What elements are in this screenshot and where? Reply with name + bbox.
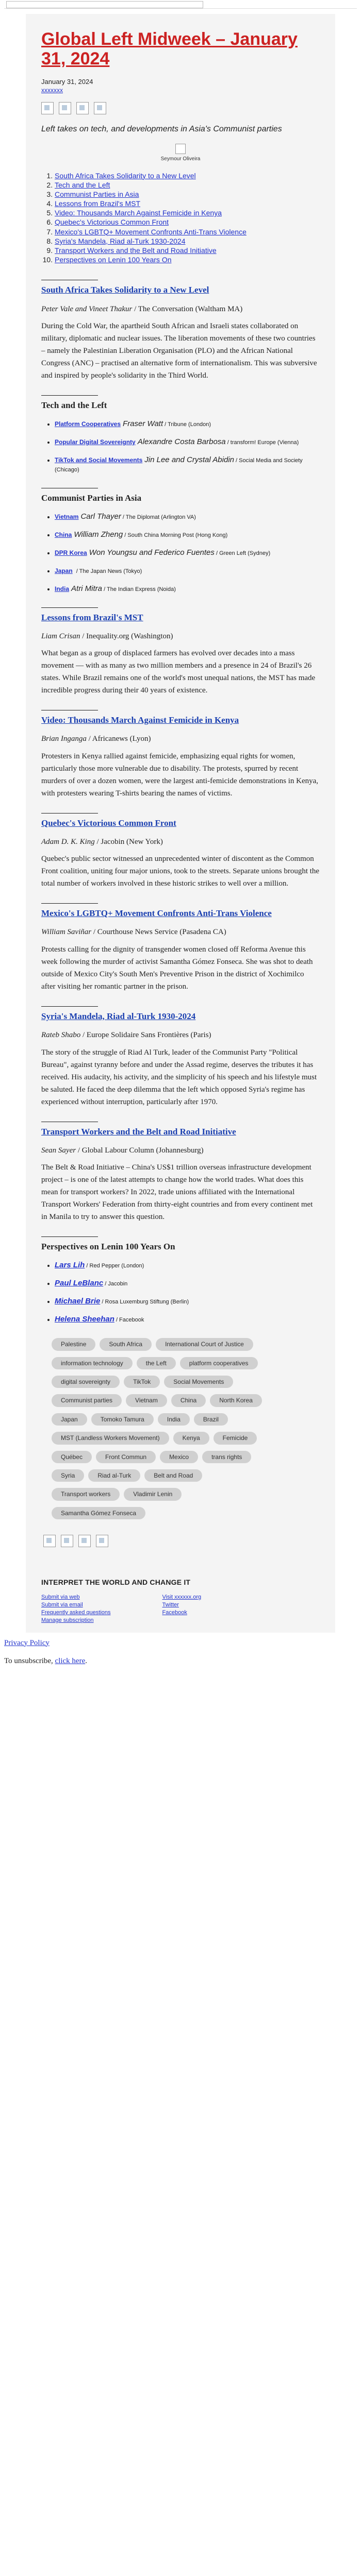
- article-body: During the Cold War, the apartheid South African and Israeli states collaborated on military, diplomatic and nuclear issues. The liberation movements of these two countries – namely the Palestinian Liberation Organisation (PLO) and the African National Congress (ANC) – practised an alternative form of internationalism. This was subversive and inspired by people's solidarity in the Third World.: [41, 322, 317, 380]
- item-author: William Zheng: [74, 530, 123, 539]
- item-link[interactable]: Lars Lih: [55, 1261, 85, 1270]
- table-of-contents: [55, 171, 320, 265]
- list-item: [55, 454, 320, 474]
- tag-pill[interactable]: Japan: [52, 1413, 87, 1426]
- list-item: [55, 1314, 320, 1325]
- item-link[interactable]: Platform Cooperatives: [55, 420, 121, 428]
- article-authors: Brian Inganga: [41, 735, 87, 743]
- list-item: [55, 565, 320, 576]
- tag-pill[interactable]: Transport workers: [52, 1488, 120, 1500]
- list-item: [55, 583, 320, 594]
- item-link[interactable]: China: [55, 531, 72, 538]
- tag-pill[interactable]: Mexico: [160, 1451, 198, 1463]
- newsletter-title[interactable]: Global Left Midweek – January 31, 2024: [41, 29, 298, 69]
- item-source: / Red Pepper (London): [85, 1263, 144, 1269]
- article-byline: [41, 733, 320, 745]
- footer-right-links: [162, 1594, 202, 1624]
- item-source: / The Indian Express (Noida): [102, 586, 176, 592]
- tag-pill[interactable]: Palestine: [52, 1338, 95, 1350]
- footer-link[interactable]: Visit xxxxxx.org: [162, 1594, 202, 1601]
- privacy-policy-link[interactable]: Privacy Policy: [4, 1638, 50, 1647]
- item-source: / Facebook: [114, 1317, 144, 1324]
- section-divider: [41, 1236, 98, 1237]
- link-share-icon[interactable]: [94, 102, 106, 114]
- tag-pill[interactable]: Tomoko Tamura: [91, 1413, 154, 1426]
- toc-item: [55, 199, 320, 208]
- tag-pill[interactable]: China: [171, 1394, 206, 1406]
- item-link[interactable]: Popular Digital Sovereignty: [55, 438, 136, 446]
- toc-item: [55, 208, 320, 217]
- newsletter-container: [26, 14, 335, 1571]
- toc-link[interactable]: Syria's Mandela, Riad al-Turk 1930-2024: [55, 236, 186, 245]
- footer-heading: INTERPRET THE WORLD AND CHANGE IT: [41, 1578, 191, 1587]
- author-avatar: [175, 144, 186, 154]
- footer-left-links: [41, 1594, 111, 1624]
- tag-pill[interactable]: TikTok: [124, 1376, 160, 1388]
- unsubscribe-link[interactable]: click here: [55, 1656, 86, 1665]
- tag-pill[interactable]: Front Commun: [96, 1451, 156, 1463]
- article-body: Quebec's public sector witnessed an unprecedented winter of discontent as the Common Front coalition, uniting four major unions, took to the streets. Separate unions brought the total number of workers involved in these historic strikes to well over a million.: [41, 855, 320, 888]
- tag-pill[interactable]: Femicide: [214, 1432, 257, 1444]
- bottom-links: [4, 1639, 357, 1666]
- toc-item: [55, 246, 320, 255]
- item-link[interactable]: Michael Brie: [55, 1297, 101, 1306]
- article-byline: [41, 631, 320, 642]
- article-byline: [41, 926, 320, 938]
- toc-item: [55, 171, 320, 180]
- item-source: / Tribune (London): [163, 421, 211, 428]
- list-item: [55, 1260, 320, 1270]
- list-item: [55, 1278, 320, 1289]
- facebook-share-icon[interactable]: [41, 102, 54, 114]
- twitter-share-icon[interactable]: [61, 1535, 73, 1547]
- item-source: / Green Left (Sydney): [214, 550, 271, 556]
- article-title-mst[interactable]: Lessons from Brazil's MST: [41, 612, 143, 622]
- article-authors: Adam D. K. King: [41, 837, 95, 846]
- lenin-link-list: [55, 1260, 320, 1325]
- tag-pill[interactable]: Riad al-Turk: [88, 1469, 140, 1482]
- list-item: [55, 529, 320, 540]
- list-item: [55, 436, 320, 447]
- tag-pill[interactable]: India: [158, 1413, 190, 1426]
- article-source: / The Conversation (Waltham MA): [132, 304, 243, 313]
- item-source: / Rosa Luxemburg Stiftung (Berlin): [100, 1299, 189, 1306]
- article-source: / Europe Solidaire Sans Frontières (Paris): [80, 1031, 211, 1040]
- item-author: Alexandre Costa Barbosa: [137, 437, 226, 447]
- section-divider: [41, 903, 98, 904]
- tag-pill[interactable]: platform cooperatives: [180, 1357, 258, 1369]
- article-byline: [41, 836, 320, 848]
- item-link[interactable]: DPR Korea: [55, 549, 87, 556]
- toc-link[interactable]: Lessons from Brazil's MST: [55, 199, 141, 208]
- item-link[interactable]: Paul LeBlanc: [55, 1279, 104, 1288]
- author-block: [41, 144, 320, 162]
- item-link[interactable]: India: [55, 585, 70, 592]
- item-source: / The Diplomat (Arlington VA): [121, 514, 196, 520]
- article-source: / Courthouse News Service (Pasadena CA): [91, 928, 226, 937]
- article-authors: William Saviñar: [41, 928, 92, 937]
- item-link[interactable]: Helena Sheehan: [55, 1315, 114, 1324]
- item-author: Jin Lee and Crystal Abidin: [144, 455, 234, 465]
- article-title-quebec[interactable]: Quebec's Victorious Common Front: [41, 818, 176, 828]
- toc-link[interactable]: Transport Workers and the Belt and Road Initiative: [55, 246, 217, 255]
- article-byline: [41, 303, 320, 315]
- facebook-share-icon[interactable]: [43, 1535, 56, 1547]
- section-title-tech: Tech and the Left: [41, 400, 107, 411]
- header-image-placeholder: [4, 0, 357, 9]
- list-item: [55, 1296, 320, 1307]
- item-source: / South China Morning Post (Hong Kong): [123, 532, 228, 538]
- tag-pill[interactable]: Social Movements: [164, 1376, 233, 1388]
- toc-item: [55, 190, 320, 199]
- footer-share-icons: [43, 1535, 320, 1547]
- item-source: / Jacobin: [103, 1281, 128, 1287]
- toc-link[interactable]: Mexico's LGBTQ+ Movement Confronts Anti-Trans Violence: [55, 227, 247, 236]
- twitter-share-icon[interactable]: [59, 102, 71, 114]
- toc-link[interactable]: Perspectives on Lenin 100 Years On: [55, 256, 172, 264]
- footer: [26, 1571, 335, 1632]
- tag-pill[interactable]: South Africa: [100, 1338, 152, 1350]
- footer-link[interactable]: Frequently asked questions: [41, 1609, 111, 1616]
- article-body: Protesters in Kenya rallied against femicide, emphasizing equal rights for women, particularly those more vulnerable due to disability. The protests, spurred by recent murders of over a dozen women, were the largest anti-femicide demonstrations in Kenya, with protesters wearing T-shirts bearing the names of victims.: [41, 752, 319, 798]
- section-divider: [41, 607, 98, 608]
- tag-pill[interactable]: MST (Landless Workers Movement): [52, 1432, 169, 1444]
- tag-pill[interactable]: Québec: [52, 1451, 92, 1463]
- author-name: Seymour Oliveira: [160, 156, 201, 162]
- email-share-icon[interactable]: [78, 1535, 91, 1547]
- tag-pill[interactable]: Samantha Gómez Fonseca: [52, 1507, 145, 1519]
- article-title-syria[interactable]: Syria's Mandela, Riad al-Turk 1930-2024: [41, 1011, 196, 1021]
- section-title-asia: Communist Parties in Asia: [41, 493, 142, 503]
- tag-pill[interactable]: Belt and Road: [144, 1469, 202, 1482]
- toc-item: [55, 227, 320, 236]
- footer-link[interactable]: Twitter: [162, 1602, 179, 1608]
- article-authors: Peter Vale and Vineet Thakur: [41, 304, 133, 313]
- link-share-icon[interactable]: [96, 1535, 108, 1547]
- article-source: / Inequality.org (Washington): [80, 632, 173, 640]
- section-divider: [41, 395, 98, 396]
- footer-link[interactable]: Facebook: [162, 1609, 187, 1616]
- toc-item: [55, 255, 320, 264]
- item-source: / transform! Europe (Vienna): [225, 439, 299, 446]
- section-divider: [41, 813, 98, 814]
- section-divider: [41, 1006, 98, 1007]
- article-byline: [41, 1145, 320, 1157]
- newsletter-tagline: Left takes on tech, and developments in Asia's Communist parties: [41, 125, 282, 134]
- item-author: Atri Mitra: [71, 584, 103, 593]
- article-title-south-africa[interactable]: South Africa Takes Solidarity to a New Level: [41, 285, 209, 295]
- newsletter-date: January 31, 2024: [41, 78, 93, 86]
- article-source: / Africanews (Lyon): [86, 735, 151, 743]
- tech-link-list: [55, 418, 320, 474]
- article-body: What began as a group of displaced farmers has evolved over decades into a mass movement — with as many as two million members and a presence in 24 of Brazil's 26 states. While Brazil remains one of the world's most unequal nations, the MST has made incredible progress during their 40 years of existence.: [41, 649, 316, 695]
- toc-link[interactable]: Quebec's Victorious Common Front: [55, 218, 169, 227]
- tag-pill[interactable]: Vladimir Lenin: [124, 1488, 182, 1500]
- tag-pill[interactable]: North Korea: [210, 1394, 262, 1406]
- item-author: Fraser Watt: [123, 419, 163, 429]
- section-title-lenin: Perspectives on Lenin 100 Years On: [41, 1242, 175, 1252]
- tag-pill[interactable]: the Left: [137, 1357, 176, 1369]
- item-author: Carl Thayer: [80, 512, 121, 521]
- broken-image-icon: [6, 1, 203, 8]
- article-authors: Sean Sayer: [41, 1146, 76, 1155]
- tag-pill[interactable]: Communist parties: [52, 1394, 122, 1406]
- date-link[interactable]: xxxxxxx: [41, 87, 63, 94]
- unsubscribe-end: .: [85, 1656, 87, 1665]
- item-link[interactable]: TikTok and Social Movements: [55, 456, 143, 464]
- toc-link[interactable]: South Africa Takes Solidarity to a New Level: [55, 171, 196, 180]
- article-source: / Global Labour Column (Johannesburg): [76, 1146, 204, 1155]
- toc-item: [55, 236, 320, 246]
- toc-link[interactable]: Communist Parties in Asia: [55, 190, 139, 198]
- article-authors: Liam Crisan: [41, 632, 80, 640]
- article-title-transport[interactable]: Transport Workers and the Belt and Road Initiative: [41, 1126, 236, 1137]
- item-source: / Social Media and Society (Chicago): [55, 457, 303, 473]
- list-item: [55, 418, 320, 429]
- article-body: Protests calling for the dignity of transgender women closed off Reforma Avenue this week following the murder of activist Samantha Gómez Fonseca. She was shot to death outside of Mexico City's South Men's Preventive Prison in the district of Xochimilco after visiting her romantic partner in the prison.: [41, 945, 313, 991]
- unsubscribe-line: [4, 1657, 357, 1666]
- tag-pill[interactable]: Syria: [52, 1469, 84, 1482]
- item-link[interactable]: Japan: [55, 567, 73, 574]
- unsubscribe-text: To unsubscribe,: [4, 1656, 55, 1665]
- tag-pill[interactable]: digital sovereignty: [52, 1376, 120, 1388]
- tag-pill[interactable]: Kenya: [173, 1432, 209, 1444]
- footer-link[interactable]: Submit via email: [41, 1602, 83, 1608]
- toc-link[interactable]: Video: Thousands March Against Femicide in Kenya: [55, 209, 222, 217]
- article-title-mexico[interactable]: Mexico's LGBTQ+ Movement Confronts Anti-Trans Violence: [41, 908, 272, 919]
- article-body: The Belt & Road Initiative – China's US$1 trillion overseas infrastructure development project – is one of the latest attempts to change how the world trades. What does this mean for transport workers? In 2022, trade unions affiliated with the International Transport Workers' Federation from thirty-eight countries and from every continent met in Manila to try to answer this question.: [41, 1163, 313, 1222]
- email-share-icon[interactable]: [76, 102, 89, 114]
- toc-link[interactable]: Tech and the Left: [55, 180, 110, 189]
- article-source: / Jacobin (New York): [94, 837, 163, 846]
- article-title-kenya[interactable]: Video: Thousands March Against Femicide in Kenya: [41, 715, 239, 725]
- list-item: [55, 511, 320, 522]
- tag-pill[interactable]: Vietnam: [126, 1394, 167, 1406]
- article-authors: Rateb Shabo: [41, 1031, 81, 1040]
- list-item: [55, 547, 320, 558]
- toc-item: [55, 217, 320, 227]
- footer-link[interactable]: Submit via web: [41, 1594, 80, 1601]
- footer-link[interactable]: Manage subscription: [41, 1617, 94, 1623]
- item-source: / The Japan News (Tokyo): [74, 568, 142, 574]
- tag-pill[interactable]: information technology: [52, 1357, 133, 1369]
- toc-item: [55, 180, 320, 190]
- item-author: Won Youngsu and Federico Fuentes: [89, 548, 215, 557]
- tag-pill[interactable]: International Court of Justice: [156, 1338, 253, 1350]
- share-icons: [41, 102, 320, 114]
- tag-cloud: [52, 1338, 268, 1519]
- item-link[interactable]: Vietnam: [55, 513, 79, 520]
- article-byline: [41, 1029, 320, 1041]
- tag-pill[interactable]: trans rights: [202, 1451, 251, 1463]
- asia-link-list: [55, 511, 320, 594]
- article-body: The story of the struggle of Riad Al Turk, leader of the Communist Party "Political Bureau", against tyranny before and under the Assad regime, deserves the tributes it has received. His audacity, his activity, and the simplicity of his speech and his lifestyle must be saluted. He faced the deep dilemma that the left which opposed Syria's regime has experienced without interruption, particularly after 1970.: [41, 1048, 317, 1106]
- tag-pill[interactable]: Brazil: [194, 1413, 228, 1426]
